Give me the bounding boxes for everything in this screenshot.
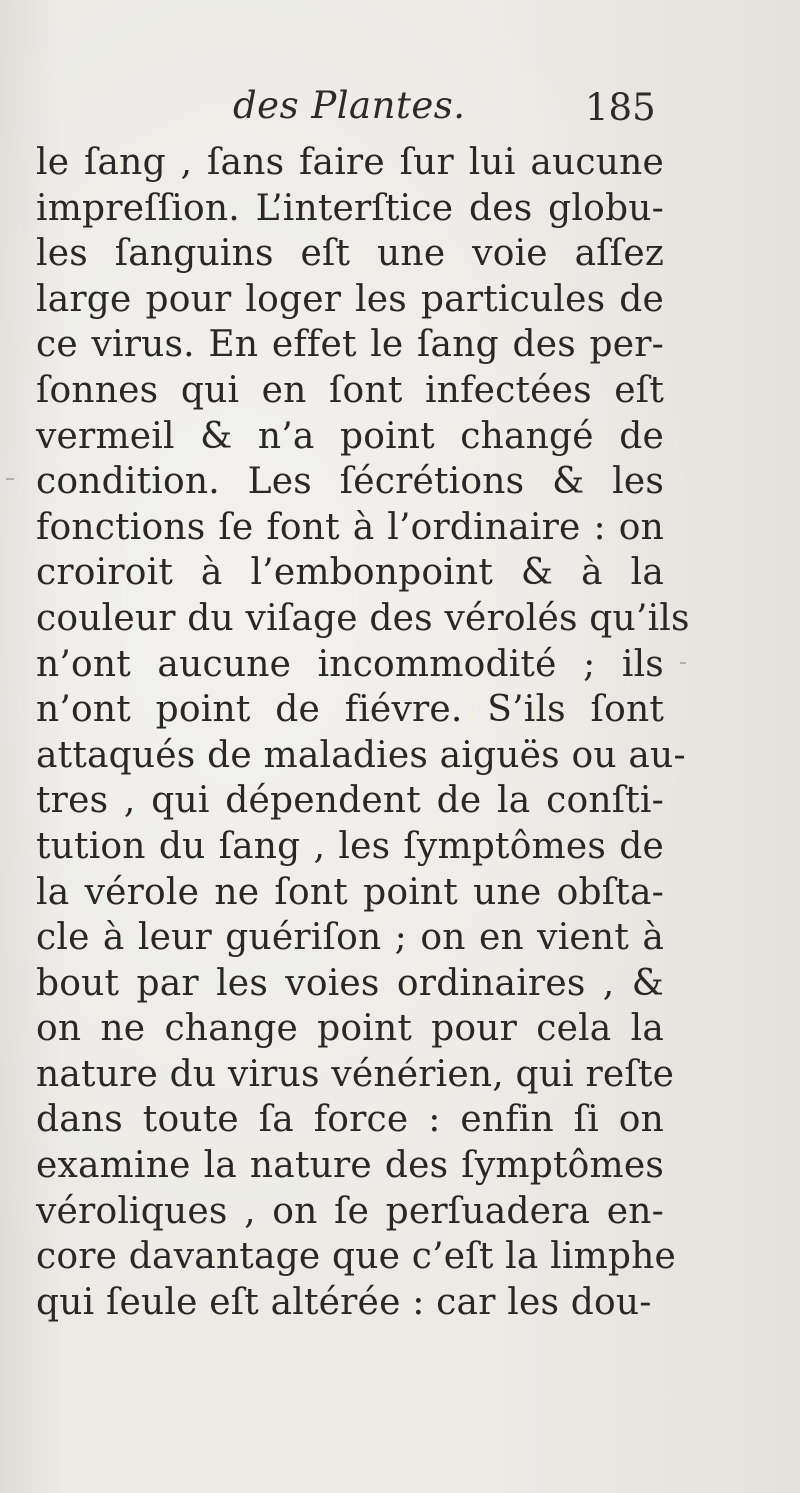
margin-speck [6,478,14,480]
text-line: les ſanguins eſt une voie aſſez [36,233,664,275]
text-line: dans toute ſa force : enfin ſi on [36,1099,664,1141]
text-line: ce virus. En effet le ſang des per- [36,324,664,366]
text-line: véroliques , on ſe perſuadera en- [36,1190,664,1232]
text-line: la vérole ne ſont point une obſta- [36,871,664,913]
page-number: 185 [585,86,656,129]
text-line: ſonnes qui en ſont infectées eſt [36,369,664,411]
text-line: examine la nature des ſymptômes [36,1145,664,1187]
text-line: fonctions ſe font à l’ordinaire : on [36,506,664,548]
text-line: nature du virus vénérien, qui reſte [36,1053,675,1095]
text-line: le ſang , ſans faire ſur lui aucune [36,142,664,183]
margin-speck [680,662,686,664]
text-line: vermeil & n’a point changé de [36,415,664,457]
text-line: core davantage que c’eſt la limphe [36,1236,677,1278]
text-line: croiroit à l’embonpoint & à la [36,552,664,594]
running-title: des Plantes. [233,84,466,127]
text-line: cle à leur guériſon ; on en vient à [36,917,664,959]
text-line: attaqués de maladies aiguës ou au- [36,734,686,776]
text-line: condition. Les ſécrétions & les [36,461,664,503]
text-line: tution du ſang , les ſymptômes de [36,825,664,867]
text-line: on ne change point pour cela la [36,1008,664,1050]
text-line: impreſſion. L’interſtice des globu- [36,187,664,229]
text-line: couleur du viſage des vérolés qu’ils [36,597,690,639]
page-header [0,84,800,134]
text-line: large pour loger les particules de [36,278,664,320]
text-line: tres , qui dépendent de la conſti- [36,780,664,822]
text-line: n’ont point de fiévre. S’ils ſont [36,689,664,731]
text-line: n’ont aucune incommodité ; ils [36,643,664,685]
text-line: bout par les voies ordinaires , & [36,962,664,1004]
body-text [36,140,690,1325]
text-line: qui ſeule eſt altérée : car les dou- [36,1281,652,1323]
